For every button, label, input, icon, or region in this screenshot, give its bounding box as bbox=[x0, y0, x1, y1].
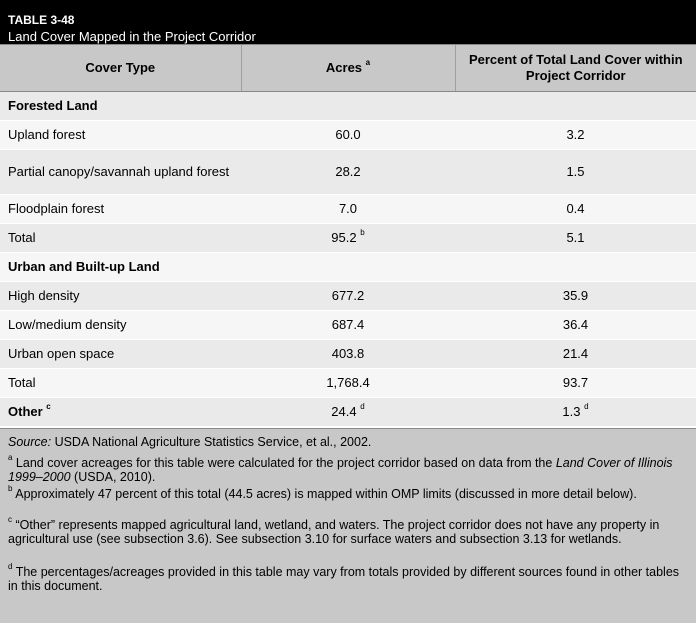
footnote-a: $^a$ Land cover acreages for this table were calculated for the project corridor based on data from the Land Cover of Illinois 1999–2000 (USDA, 2010). bbox=[8, 452, 673, 484]
footnote-mark: a bbox=[8, 452, 13, 462]
percent-value: 35.9 bbox=[562, 288, 589, 303]
table-row bbox=[0, 150, 696, 195]
table-row bbox=[0, 398, 696, 427]
acres-cell bbox=[241, 369, 455, 398]
source-note bbox=[8, 435, 371, 449]
percent-value: 93.7 bbox=[562, 375, 589, 390]
acres-cell bbox=[241, 398, 455, 427]
percent-cell bbox=[455, 150, 696, 195]
acres-cell bbox=[241, 340, 455, 369]
footnote-mark: d bbox=[584, 401, 589, 411]
section-row bbox=[0, 92, 696, 121]
percent-cell bbox=[455, 369, 696, 398]
table-row bbox=[0, 195, 696, 224]
percent-value: 0.4 bbox=[566, 201, 585, 216]
percent-cell bbox=[455, 398, 696, 427]
header-acres-footnote-mark: a bbox=[365, 57, 371, 67]
table-row bbox=[0, 311, 696, 340]
footnote-b: $^b$ Approximately 47 percent of this total (44.5 acres) is mapped within OMP limits (discussed in more detail below). bbox=[8, 483, 637, 501]
percent-cell bbox=[455, 121, 696, 150]
acres-value: 95.2 bbox=[331, 230, 357, 245]
acres-cell bbox=[241, 311, 455, 340]
section-row bbox=[0, 253, 696, 282]
percent-value: 3.2 bbox=[566, 127, 585, 142]
table-row bbox=[0, 282, 696, 311]
table-title-bar bbox=[0, 0, 696, 44]
footnote-mark: c bbox=[46, 401, 51, 411]
table-title: Land Cover Mapped in the Project Corridor bbox=[8, 29, 256, 44]
acres-value: 687.4 bbox=[331, 317, 365, 332]
table-row bbox=[0, 340, 696, 369]
cover-type-cell: Total bbox=[0, 369, 241, 398]
land-cover-table bbox=[0, 44, 696, 427]
acres-value: 24.4 bbox=[331, 404, 357, 419]
acres-value: 1,768.4 bbox=[326, 375, 370, 390]
acres-value: 28.2 bbox=[335, 164, 361, 179]
footnote-mark: c bbox=[8, 514, 12, 524]
acres-cell bbox=[241, 195, 455, 224]
acres-value: 60.0 bbox=[335, 127, 361, 142]
cover-type-label: Other bbox=[8, 404, 43, 419]
footnote-c: $^c$ “Other” represents mapped agricultural land, wetland, and waters. The project corridor does not have any property in agricultural use (see subsection 3.6). See subsection 3.10 for surface waters and subsection 3.13 for wetlands. bbox=[8, 514, 660, 546]
table-body bbox=[0, 92, 696, 427]
cover-type-cell: Low/medium density bbox=[0, 311, 241, 340]
footnote-mark: d bbox=[8, 561, 13, 571]
source-label: Source: bbox=[8, 435, 52, 449]
footnote-d: $^d$ The percentages/acreages provided in this table may vary from totals provided by different sources found in other tables in this document. bbox=[8, 561, 680, 593]
table-header-row bbox=[0, 45, 696, 92]
source-text: USDA National Agriculture Statistics Service, et al., 2002. bbox=[51, 435, 372, 449]
cover-type-cell: Floodplain forest bbox=[0, 195, 241, 224]
cover-type-cell: Partial canopy/savannah upland forest bbox=[0, 150, 241, 195]
cover-type-cell: Urban and Built-up Land bbox=[0, 253, 696, 282]
cover-type-cell: Forested Land bbox=[0, 92, 696, 121]
header-acres bbox=[241, 45, 455, 92]
percent-value: 21.4 bbox=[562, 346, 589, 361]
cover-type-cell: High density bbox=[0, 282, 241, 311]
acres-cell bbox=[241, 224, 455, 253]
cover-type-cell: Upland forest bbox=[0, 121, 241, 150]
percent-value: 5.1 bbox=[566, 230, 585, 245]
acres-value: 7.0 bbox=[338, 201, 358, 216]
table-row bbox=[0, 369, 696, 398]
acres-cell bbox=[241, 282, 455, 311]
footnote-mark: d bbox=[360, 401, 365, 411]
header-acres-label: Acres bbox=[325, 60, 363, 75]
acres-cell bbox=[241, 150, 455, 195]
cover-type-cell bbox=[0, 398, 241, 427]
percent-cell bbox=[455, 340, 696, 369]
table-notes bbox=[0, 428, 696, 623]
table-row bbox=[0, 224, 696, 253]
cover-type-cell: Total bbox=[0, 224, 241, 253]
acres-cell bbox=[241, 121, 455, 150]
percent-value: 36.4 bbox=[562, 317, 589, 332]
header-cover-type: Cover Type bbox=[0, 45, 241, 92]
header-percent: Percent of Total Land Cover within Project Corridor bbox=[455, 45, 696, 92]
table-row bbox=[0, 121, 696, 150]
footnote-mark: b bbox=[8, 483, 13, 493]
percent-cell bbox=[455, 195, 696, 224]
percent-cell bbox=[455, 311, 696, 340]
acres-value: 677.2 bbox=[331, 288, 365, 303]
footnote-mark: b bbox=[360, 227, 365, 237]
cover-type-cell: Urban open space bbox=[0, 340, 241, 369]
percent-value: 1.3 bbox=[562, 404, 581, 419]
acres-value: 403.8 bbox=[331, 346, 365, 361]
table-number: TABLE 3-48 bbox=[8, 13, 75, 27]
percent-value: 1.5 bbox=[566, 164, 585, 179]
percent-cell bbox=[455, 224, 696, 253]
percent-cell bbox=[455, 282, 696, 311]
